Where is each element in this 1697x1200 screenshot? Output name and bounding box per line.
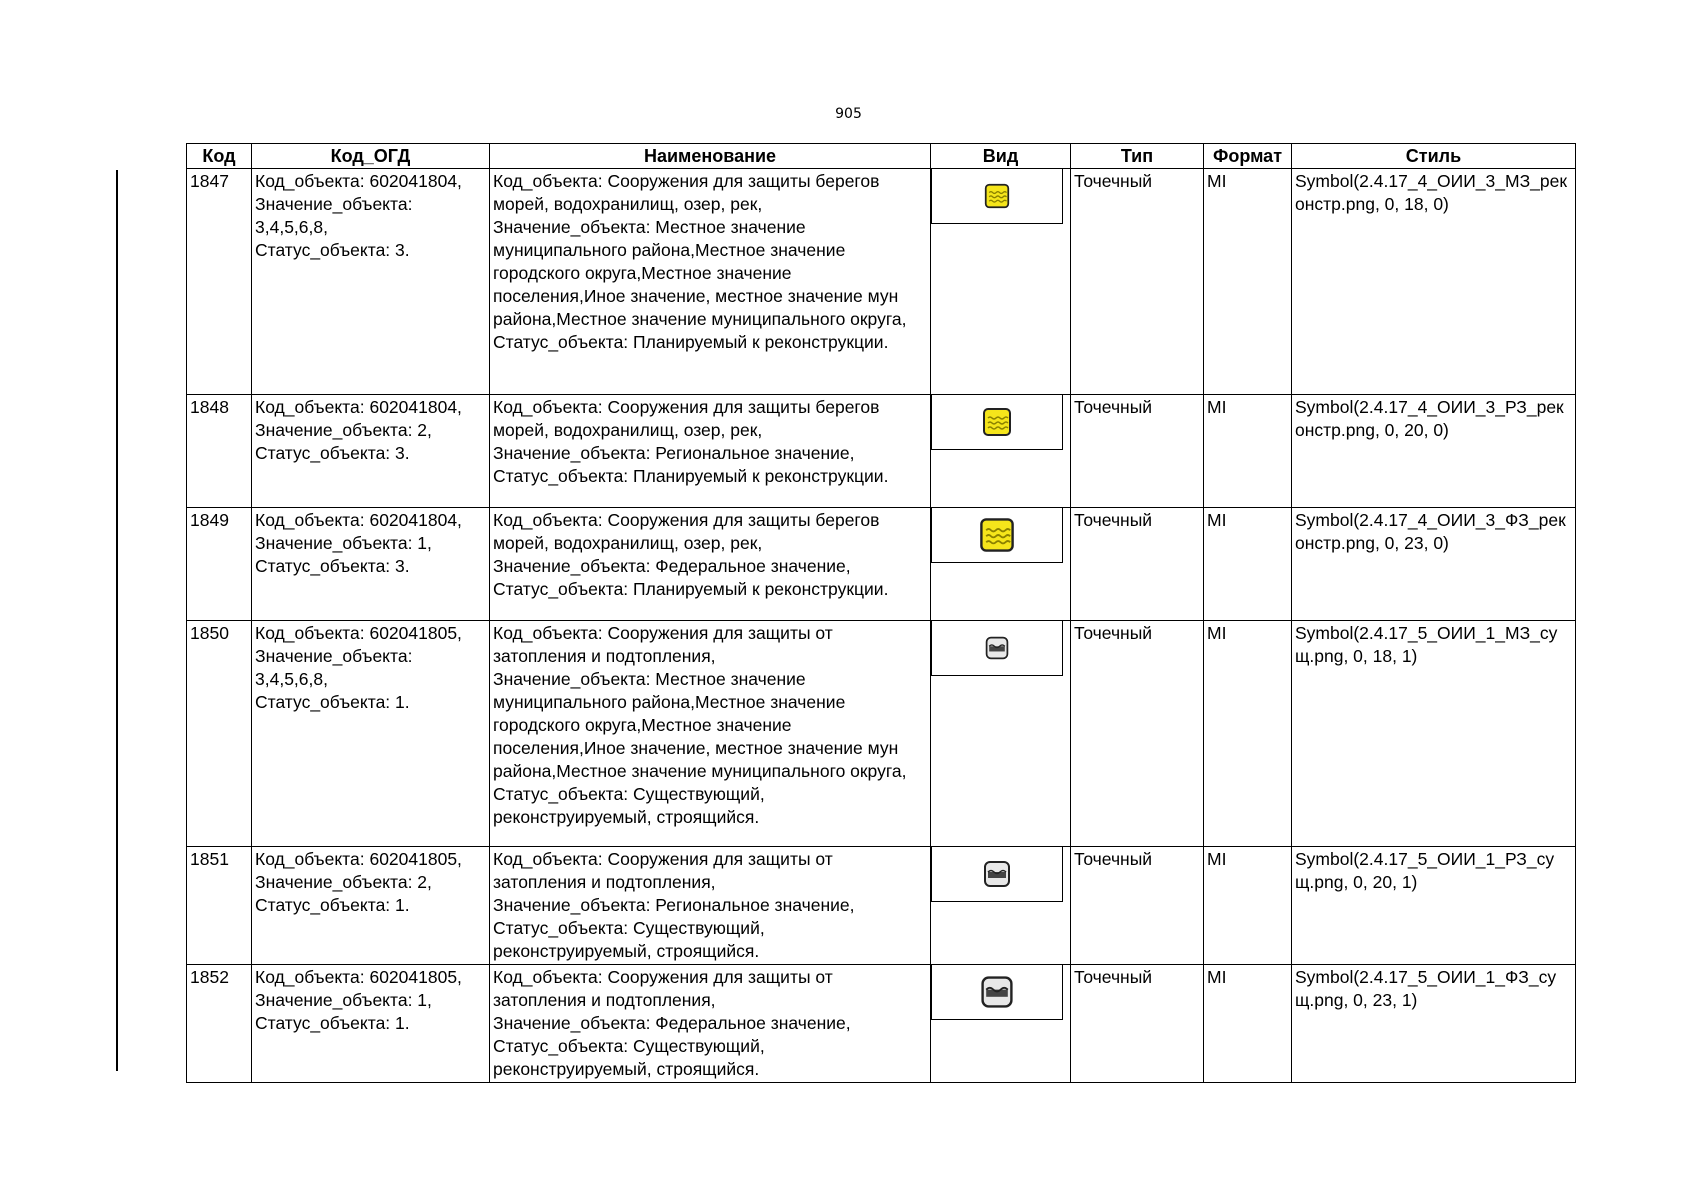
symbol-preview-box [931, 508, 1063, 563]
code-cell: 1850 [187, 621, 252, 847]
code-cell: 1847 [187, 169, 252, 395]
symbol-catalog-table [186, 143, 1576, 1083]
header-type: Тип [1071, 144, 1204, 169]
type-cell: Точечный [1071, 395, 1204, 508]
table-row [187, 965, 1576, 1083]
code-cell: 1851 [187, 847, 252, 965]
shore-protection-local-reconstruction-icon [984, 183, 1010, 209]
ogd-code-cell: Код_объекта: 602041805, Значение_объекта: 2, Статус_объекта: 1. [252, 847, 490, 965]
flood-protection-local-existing-icon [984, 635, 1010, 661]
header-ogd-code: Код_ОГД [252, 144, 490, 169]
view-cell [931, 847, 1071, 965]
format-cell: MI [1204, 395, 1292, 508]
header-format: Формат [1204, 144, 1292, 169]
symbol-preview-box [931, 965, 1063, 1020]
symbol-preview-box [931, 169, 1063, 224]
code-cell: 1848 [187, 395, 252, 508]
name-cell: Код_объекта: Сооружения для защиты берегов морей, водохранилищ, озер, рек, Значение_объекта: Региональное значение, Статус_объекта: Планируемый к реконструкции. [490, 395, 931, 508]
type-cell: Точечный [1071, 847, 1204, 965]
format-cell: MI [1204, 621, 1292, 847]
view-cell [931, 621, 1071, 847]
page-number: 905 [835, 106, 862, 122]
ogd-code-cell: Код_объекта: 602041804, Значение_объекта: 1, Статус_объекта: 3. [252, 508, 490, 621]
style-cell: Symbol(2.4.17_4_ОИИ_3_РЗ_реконстр.png, 0, 20, 0) [1292, 395, 1576, 508]
table-row [187, 847, 1576, 965]
style-cell: Symbol(2.4.17_5_ОИИ_1_МЗ_сущ.png, 0, 18, 1) [1292, 621, 1576, 847]
format-cell: MI [1204, 508, 1292, 621]
format-cell: MI [1204, 169, 1292, 395]
style-cell: Symbol(2.4.17_4_ОИИ_3_ФЗ_реконстр.png, 0, 23, 0) [1292, 508, 1576, 621]
view-cell [931, 965, 1071, 1083]
header-view: Вид [931, 144, 1071, 169]
ogd-code-cell: Код_объекта: 602041804, Значение_объекта: 2, Статус_объекта: 3. [252, 395, 490, 508]
header-name: Наименование [490, 144, 931, 169]
name-cell: Код_объекта: Сооружения для защиты берегов морей, водохранилищ, озер, рек, Значение_объекта: Местное значение муниципального района,Местное значение городского округа,Местное значение поселения,Иное значение, местное значение мун района,Местное значение муниципального округа, Статус_объекта: Планируемый к реконструкции. [490, 169, 931, 395]
flood-protection-federal-existing-icon [979, 974, 1015, 1010]
header-style: Стиль [1292, 144, 1576, 169]
name-cell: Код_объекта: Сооружения для защиты берегов морей, водохранилищ, озер, рек, Значение_объекта: Федеральное значение, Статус_объекта: Планируемый к реконструкции. [490, 508, 931, 621]
name-cell: Код_объекта: Сооружения для защиты от затопления и подтопления, Значение_объекта: Местное значение муниципального района,Местное значение городского округа,Местное значение поселения,Иное значение, местное значение мун района,Местное значение муниципального округа, Статус_объекта: Существующий, реконструируемый, строящийся. [490, 621, 931, 847]
symbol-preview-box [931, 847, 1063, 902]
ogd-code-cell: Код_объекта: 602041804, Значение_объекта: 3,4,5,6,8, Статус_объекта: 3. [252, 169, 490, 395]
type-cell: Точечный [1071, 965, 1204, 1083]
flood-protection-regional-existing-icon [982, 859, 1012, 889]
view-cell [931, 395, 1071, 508]
ogd-code-cell: Код_объекта: 602041805, Значение_объекта: 3,4,5,6,8, Статус_объекта: 1. [252, 621, 490, 847]
shore-protection-federal-reconstruction-icon [979, 517, 1015, 553]
style-cell: Symbol(2.4.17_4_ОИИ_3_МЗ_реконстр.png, 0, 18, 0) [1292, 169, 1576, 395]
table-row [187, 169, 1576, 395]
name-cell: Код_объекта: Сооружения для защиты от затопления и подтопления, Значение_объекта: Региональное значение, Статус_объекта: Существующий, реконструируемый, строящийся. [490, 847, 931, 965]
type-cell: Точечный [1071, 621, 1204, 847]
header-code: Код [187, 144, 252, 169]
code-cell: 1852 [187, 965, 252, 1083]
type-cell: Точечный [1071, 169, 1204, 395]
table-row [187, 508, 1576, 621]
format-cell: MI [1204, 965, 1292, 1083]
view-cell [931, 508, 1071, 621]
style-cell: Symbol(2.4.17_5_ОИИ_1_ФЗ_сущ.png, 0, 23, 1) [1292, 965, 1576, 1083]
table-row [187, 621, 1576, 847]
type-cell: Точечный [1071, 508, 1204, 621]
symbol-preview-box [931, 621, 1063, 676]
ogd-code-cell: Код_объекта: 602041805, Значение_объекта: 1, Статус_объекта: 1. [252, 965, 490, 1083]
view-cell [931, 169, 1071, 395]
code-cell: 1849 [187, 508, 252, 621]
format-cell: MI [1204, 847, 1292, 965]
table-header-row [187, 144, 1576, 169]
shore-protection-regional-reconstruction-icon [982, 407, 1012, 437]
style-cell: Symbol(2.4.17_5_ОИИ_1_РЗ_сущ.png, 0, 20, 1) [1292, 847, 1576, 965]
symbol-preview-box [931, 395, 1063, 450]
margin-line [116, 170, 118, 1071]
name-cell: Код_объекта: Сооружения для защиты от затопления и подтопления, Значение_объекта: Федеральное значение, Статус_объекта: Существующий, реконструируемый, строящийся. [490, 965, 931, 1083]
table-row [187, 395, 1576, 508]
